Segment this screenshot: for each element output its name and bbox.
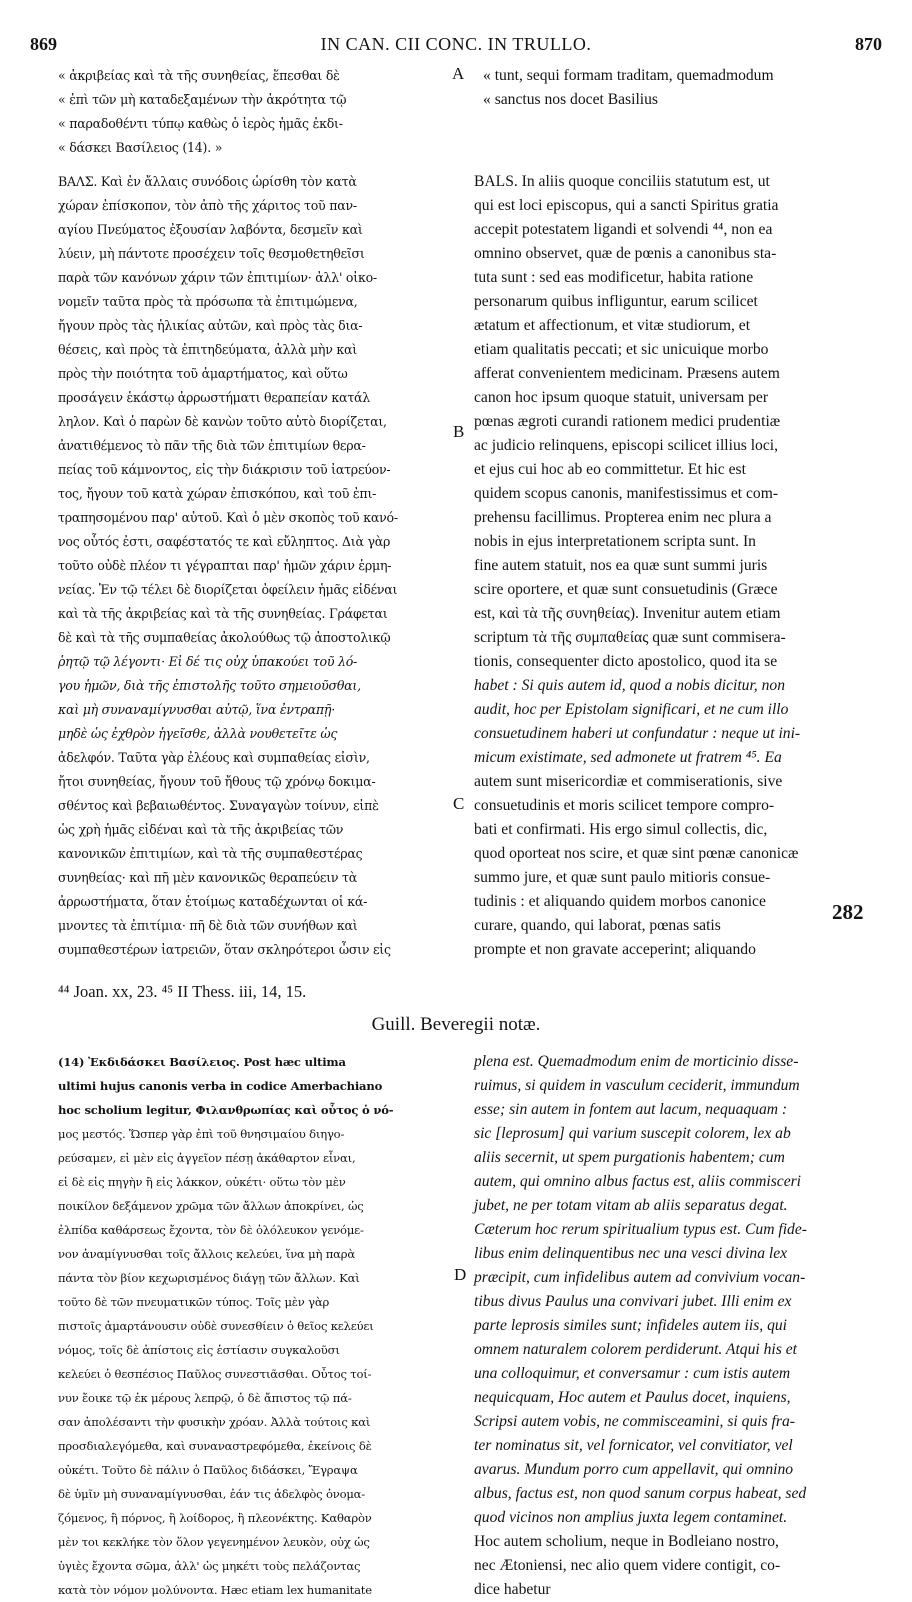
text-line: νομεῖν ταῦτα πρὸς τὰ πρόσωπα τὰ ἐπιτιμώμενα, [58, 294, 358, 309]
text-line: quidem scopus canonis, manifestissimus et com- [474, 485, 779, 502]
text-line: bati et confirmati. His ergo simul collectis, dic, [474, 821, 768, 838]
text-line: καὶ τὰ τῆς ἀκριβείας καὶ τὰ τῆς συνηθείας. Γράφεται [58, 606, 388, 621]
text-line: κανονικῶν ἐπιτιμίων, καὶ τὰ τῆς συμπαθεστέρας [58, 846, 363, 861]
text-line: σαν ἀπολέσαντι τὴν φυσικὴν χρόαν. Ἀλλὰ τούτοις καὶ [58, 1415, 371, 1429]
text-line: ruimus, si quidem in vasculum ceciderit, immundum [474, 1077, 800, 1094]
text-line: nec Ætoniensi, nec alio quem videre contigit, co- [474, 1557, 781, 1574]
column-number: 282 [832, 900, 864, 924]
text-line: Hoc autem scholium, neque in Bodleiano nostro, [474, 1533, 779, 1550]
text-line: ῥητῷ τῷ λέγοντι· Εἰ δέ τις οὐχ ὑπακούει τοῦ λό- [58, 654, 358, 669]
text-line: (14) Ἐκδιδάσκει Βασίλειος. Post hæc ultima [58, 1055, 346, 1069]
text-line: νος οὗτός ἐστι, σαφέστατός τε καὶ εὔληπτος. Διὰ γὰρ [58, 534, 391, 549]
latin-canon-quote [483, 64, 883, 112]
text-line: « tunt, sequi formam traditam, quemadmodum [483, 67, 774, 84]
text-line: κατὰ τὸν νόμον μολύνοντα. Hæc etiam lex humanitate [58, 1583, 372, 1597]
text-line: BALS. In aliis quoque conciliis statutum est, ut [474, 173, 770, 190]
text-line: ζόμενος, ἢ πόρνος, ἢ λοίδορος, ἢ πλεονέκτης. Καθαρὸν [58, 1511, 372, 1525]
text-line: ætatum et affectionum, et vitæ studiorum, et [474, 317, 751, 334]
text-line: ὡς χρὴ ἡμᾶς εἰδέναι καὶ τὰ τῆς ἀκριβείας τῶν [58, 822, 344, 837]
text-line: ἀνατιθέμενος τὸ πᾶν τῆς διὰ τῶν ἐπιτιμίων θερα- [58, 438, 366, 453]
text-line: « ἐπὶ τῶν μὴ καταδεξαμένων τὴν ἀκρότητα τῷ [58, 92, 347, 107]
text-line: ac judicio relinquens, episcopi scilicet illius loci, [474, 437, 779, 454]
text-line: ἤγουν πρὸς τὰς ἡλικίας αὐτῶν, καὶ πρὸς τὰς δια- [58, 318, 363, 333]
text-line: omnino observet, quæ de pœnis a canonibus sta- [474, 245, 777, 262]
text-line: σθέντος καὶ βεβαιωθέντος. Συναγαγὼν τοίνυν, εἰπὲ [58, 798, 379, 813]
text-line: canon hoc ipsum quoque statuit, universam per [474, 389, 769, 406]
text-line: μὲν τοι κεκλήκε τὸν ὅλον γεγενημένον λευκὸν, οὐχ ὡς [58, 1535, 370, 1549]
text-line: accepit potestatem ligandi et solvendi ⁴⁴, non ea [474, 221, 773, 238]
page-number-left: 869 [30, 34, 57, 54]
text-line: Scripsi autem vobis, ne commisceamini, si quis fra- [474, 1413, 795, 1430]
text-line: una colloquimur, et conversamur : cum istis autem [474, 1365, 791, 1382]
text-line: pœnas ægroti curandi rationem medici prudentiæ [474, 413, 781, 430]
margin-mark-c: C [453, 794, 465, 813]
text-line: afferat convenientem medicinam. Præsens autem [474, 365, 780, 382]
text-line: νον ἀναμίγνυσθαι τοῖς ἄλλοις κελεύει, ἵνα μὴ παρὰ [58, 1247, 356, 1261]
text-line: tionis, consequenter dicto apostolico, quod ita se [474, 653, 778, 670]
text-line: πρὸς τὴν ποιότητα τοῦ ἁμαρτήματος, καὶ οὕτω [58, 366, 348, 381]
margin-mark-b: B [453, 422, 465, 441]
text-line: ter nominatus sit, vel fornicator, vel convitiator, vel [474, 1437, 793, 1454]
text-line: avarus. Mundum porro cum appellavit, qui omnino [474, 1461, 794, 1478]
text-line: γου ἡμῶν, διὰ τῆς ἐπιστολῆς τοῦτο σημειοῦσθαι, [58, 678, 361, 693]
text-line: πείας τοῦ κάμνοντος, εἰς τὴν διάκρισιν τοῦ ἰατρεύον- [58, 462, 391, 477]
text-line: προσάγειν ἑκάστῳ ἀρρωστήματι θεραπείαν κατάλ [58, 390, 371, 405]
text-line: libus enim delinquentibus nec una vesci divina lex [474, 1245, 788, 1262]
text-line: curare, quando, qui laborat, pœnas satis [474, 917, 721, 934]
text-line: autem sunt misericordiæ et commiserationis, sive [474, 773, 783, 790]
text-line: τος, ἤγουν τοῦ κατὰ χώραν ἐπισκόπου, καὶ τοῦ ἐπι- [58, 486, 377, 501]
text-line: aliis secernit, ut spem purgationis habentem; cum [474, 1149, 785, 1166]
text-line: δὲ ὑμῖν μὴ συναναμίγνυσθαι, ἐάν τις ἀδελφὸς ὀνομα- [58, 1487, 366, 1501]
text-line: τοῦτο οὐδὲ πλέον τι γέγραπται παρ' ἡμῶν χάριν ἑρμη- [58, 558, 392, 573]
text-line: hoc scholium legitur, Φιλανθρωπίας καὶ οὗτος ὁ νό- [58, 1103, 394, 1117]
text-line: ultimi hujus canonis verba in codice Amerbachiano [58, 1079, 383, 1093]
text-line: ἐλπίδα καθάρσεως ἔχοντα, τὸν δὲ ὁλόλευκον γενόμε- [58, 1223, 364, 1237]
notes-heading: Guill. Beveregii notæ. [371, 1014, 541, 1035]
text-line: fine autem statuit, nos ea quæ sunt summi juris [474, 557, 768, 574]
text-line: οὐκέτι. Τοῦτο δὲ πάλιν ὁ Παῦλος διδάσκει, Ἔγραψα [58, 1463, 358, 1477]
text-line: sic [leprosum] qui varium suscepit colorem, lex ab [474, 1125, 791, 1142]
margin-mark-a: A [452, 64, 465, 83]
text-line: χώραν ἐπίσκοπον, τὸν ἀπὸ τῆς χάριτος τοῦ παν- [58, 198, 357, 213]
greek-canon-quote [58, 64, 450, 160]
text-line: ὑγιὲς ἔχοντα σῶμα, ἀλλ' ὡς μηκέτι τοὺς πελάζοντας [58, 1559, 361, 1573]
text-line: τοῦτο δὲ τῶν πνευματικῶν τύπος. Τοῖς μὲν γὰρ [58, 1295, 330, 1309]
text-line: albus, factus est, non quod sanum corpus habeat, sed [474, 1485, 807, 1502]
text-line: nequicquam, Hoc autem et Paulus docet, inquiens, [474, 1389, 791, 1406]
running-title: IN CAN. CII CONC. IN TRULLO. [320, 34, 592, 54]
text-line: audit, hoc per Epistolam significari, et ne cum illo [474, 701, 789, 718]
text-line: καὶ μὴ συναναμίγνυσθαι αὐτῷ, ἵνα ἐντραπῇ· [58, 702, 335, 717]
text-line: micum existimate, sed admonete ut fratrem ⁴⁵. Ea [474, 749, 782, 766]
text-line: quod vicinos non amplius juxta legem contaminet. [474, 1509, 788, 1526]
text-line: præcipit, cum infidelibus autem ad convivium vocan- [474, 1269, 806, 1286]
text-line: « sanctus nos docet Basilius [483, 91, 658, 108]
text-line: est, καὶ τὰ τῆς συνηθείας). Invenitur autem etiam [474, 605, 781, 622]
notes-right-column [474, 1050, 886, 1602]
text-line: πιστοῖς ἁμαρτάνουσιν οὐδὲ συνεσθίειν ὁ θεῖος κελεύει [58, 1319, 374, 1333]
text-line: quod oporteat nos scire, et quæ sint pœnæ canonicæ [474, 845, 799, 862]
text-line: qui est loci episcopus, qui a sancti Spiritus gratia [474, 197, 779, 214]
text-line: ρεύσαμεν, εἰ μὲν εἰς ἀγγεῖον πέσῃ ἀκάθαρτον εἶναι, [58, 1151, 356, 1165]
text-line: scriptum τὰ τῆς συμπαθείας quæ sunt commisera- [474, 629, 786, 646]
margin-mark-d: D [454, 1265, 467, 1284]
greek-commentary [58, 170, 450, 962]
text-line: etiam qualitatis peccati; et sic unicuique morbo [474, 341, 769, 358]
text-line: scire oportere, et quæ sunt consuetudinis (Græce [474, 581, 778, 598]
text-line: λύειν, μὴ πάντοτε προσέχειν τοῖς θεσμοθετηθεῖσι [58, 246, 365, 261]
footnotes: ⁴⁴ Joan. xx, 23. ⁴⁵ II Thess. iii, 14, 15. [58, 982, 307, 1001]
text-line: nobis in ejus interpretationem scripta sunt. In [474, 533, 756, 550]
text-line: ἀρρωστήματα, ὅταν ἑτοίμως καταδέχωνται οἱ κά- [58, 894, 368, 909]
text-line: συμπαθεστέρων ἰατρειῶν, ὅταν σκληρότεροι ὦσιν εἰς [58, 942, 391, 957]
text-line: ποικίλον δεξάμενον χρῶμα τῶν ἄλλων ἀποκρίνει, ὡς [58, 1199, 364, 1213]
text-line: esse; sin autem in fontem aut lacum, nequaquam : [474, 1101, 788, 1118]
text-line: μηδὲ ὡς ἐχθρὸν ἡγεῖσθε, ἀλλὰ νουθετεῖτε ὡς [58, 726, 338, 741]
text-line: ΒΑΛΣ. Καὶ ἐν ἄλλαις συνόδοις ὡρίσθη τὸν κατὰ [58, 174, 357, 189]
text-line: συνηθείας· καὶ πῆ μὲν κανονικῶς θεραπεύειν τὰ [58, 870, 358, 885]
text-line: ληλον. Καὶ ὁ παρὼν δὲ κανὼν τοῦτο αὐτὸ διορίζεται, [58, 414, 387, 429]
text-line: habet : Si quis autem id, quod a nobis dicitur, non [474, 677, 785, 694]
text-line: et ejus cui hoc ab eo committetur. Et hic est [474, 461, 746, 478]
text-line: τραπησομένου παρ' αὐτοῦ. Καὶ ὁ μὲν σκοπὸς τοῦ κανό- [58, 510, 398, 525]
text-line: ἤτοι συνηθείας, ἤγουν τοῦ ἤθους τῷ χρόνῳ δοκιμα- [58, 774, 376, 789]
text-line: Cæterum hoc rerum spiritualium typus est. Cum fide- [474, 1221, 807, 1238]
text-line: tuta sunt : sed eas modificetur, habita ratione [474, 269, 754, 286]
text-line: παρὰ τῶν κανόνων χάριν τῶν ἐπιτιμίων· ἀλλ' οἰκο- [58, 270, 377, 285]
text-line: prehensu facillimus. Propterea enim nec plura a [474, 509, 772, 526]
text-line: consuetudinem haberi ut confundatur : neque ut ini- [474, 725, 801, 742]
text-line: tudinis : et aliquando quidem morbos canonice [474, 893, 766, 910]
text-line: plena est. Quemadmodum enim de morticinio disse- [474, 1053, 799, 1070]
page-number-right: 870 [855, 34, 882, 54]
text-line: prompte et non gravate acceperint; aliquando [474, 941, 756, 958]
text-line: μος μεστός. Ὥσπερ γὰρ ἐπὶ τοῦ θνησιμαίου διηγο- [58, 1127, 345, 1141]
text-line: « δάσκει Βασίλειος (14). » [58, 140, 223, 155]
text-line: autem, qui omnino albus factus est, aliis commisceri [474, 1173, 802, 1190]
text-line: omnem naturalem colorem perdiderunt. Atqui his et [474, 1341, 797, 1358]
text-line: αγίου Πνεύματος ἐξουσίαν λαβόντα, δεσμεῖν καὶ [58, 222, 363, 237]
notes-left-column [58, 1050, 463, 1602]
text-line: εἰ δὲ εἰς πηγὴν ἢ εἰς λάκκον, οὐκέτι· οὕτω τὸν μὲν [58, 1175, 346, 1189]
text-line: δὲ καὶ τὰ τῆς συμπαθείας ἀκολούθως τῷ ἀποστολικῷ [58, 630, 391, 645]
text-line: νείας. Ἐν τῷ τέλει δὲ διορίζεται ὀφείλειν ἡμᾶς εἰδέναι [58, 582, 398, 597]
text-line: νυν ἔοικε τῷ ἐκ μέρους λεπρῷ, ὁ δὲ ἄπιστος τῷ πά- [58, 1391, 352, 1405]
text-line: πάντα τὸν βίον κεχωρισμένος διάγῃ τῶν ἄλλων. Καὶ [58, 1271, 360, 1285]
text-line: θέσεις, καὶ πρὸς τὰ ἐπιτηδεύματα, ἀλλὰ μὴν καὶ [58, 342, 357, 357]
text-line: jubet, ne per totam vitam ab aliis separatus degat. [474, 1197, 788, 1214]
running-header [30, 34, 882, 58]
text-line: « παραδοθέντι τύπῳ καθὼς ὁ ἱερὸς ἡμᾶς ἐκδι- [58, 116, 343, 131]
text-line: summo jure, et quæ sunt paulo mitioris consue- [474, 869, 771, 886]
latin-commentary [474, 170, 886, 962]
text-line: « ἀκριβείας καὶ τὰ τῆς συνηθείας, ἕπεσθαι δὲ [58, 68, 340, 83]
text-line: νόμος, τοῖς δὲ ἀπίστοις εἰς ἑστίασιν συγκαλοῦσι [58, 1343, 340, 1357]
text-line: προσδιαλεγόμεθα, καὶ συναναστρεφόμεθα, ἐκείνοις δὲ [58, 1439, 372, 1453]
text-line: dice habetur [474, 1581, 551, 1598]
text-line: κελεύει ὁ θεσπέσιος Παῦλος συνεστιᾶσθαι. Οὗτος τοί- [58, 1367, 372, 1381]
text-line: consuetudinis et moris scilicet tempore compro- [474, 797, 775, 814]
text-line: tibus divus Paulus una convivari jubet. Illi enim ex [474, 1293, 792, 1310]
text-line: parte leprosis similes sunt; infideles autem iis, qui [474, 1317, 788, 1334]
text-line: personarum quibus infliguntur, earum scilicet [474, 293, 758, 310]
text-line: ἀδελφόν. Ταῦτα γὰρ ἐλέους καὶ συμπαθείας εἰσὶν, [58, 750, 370, 765]
text-line: μνοντες τὰ ἐπιτίμια· πῆ δὲ διὰ τῶν συνήθων καὶ [58, 918, 358, 933]
